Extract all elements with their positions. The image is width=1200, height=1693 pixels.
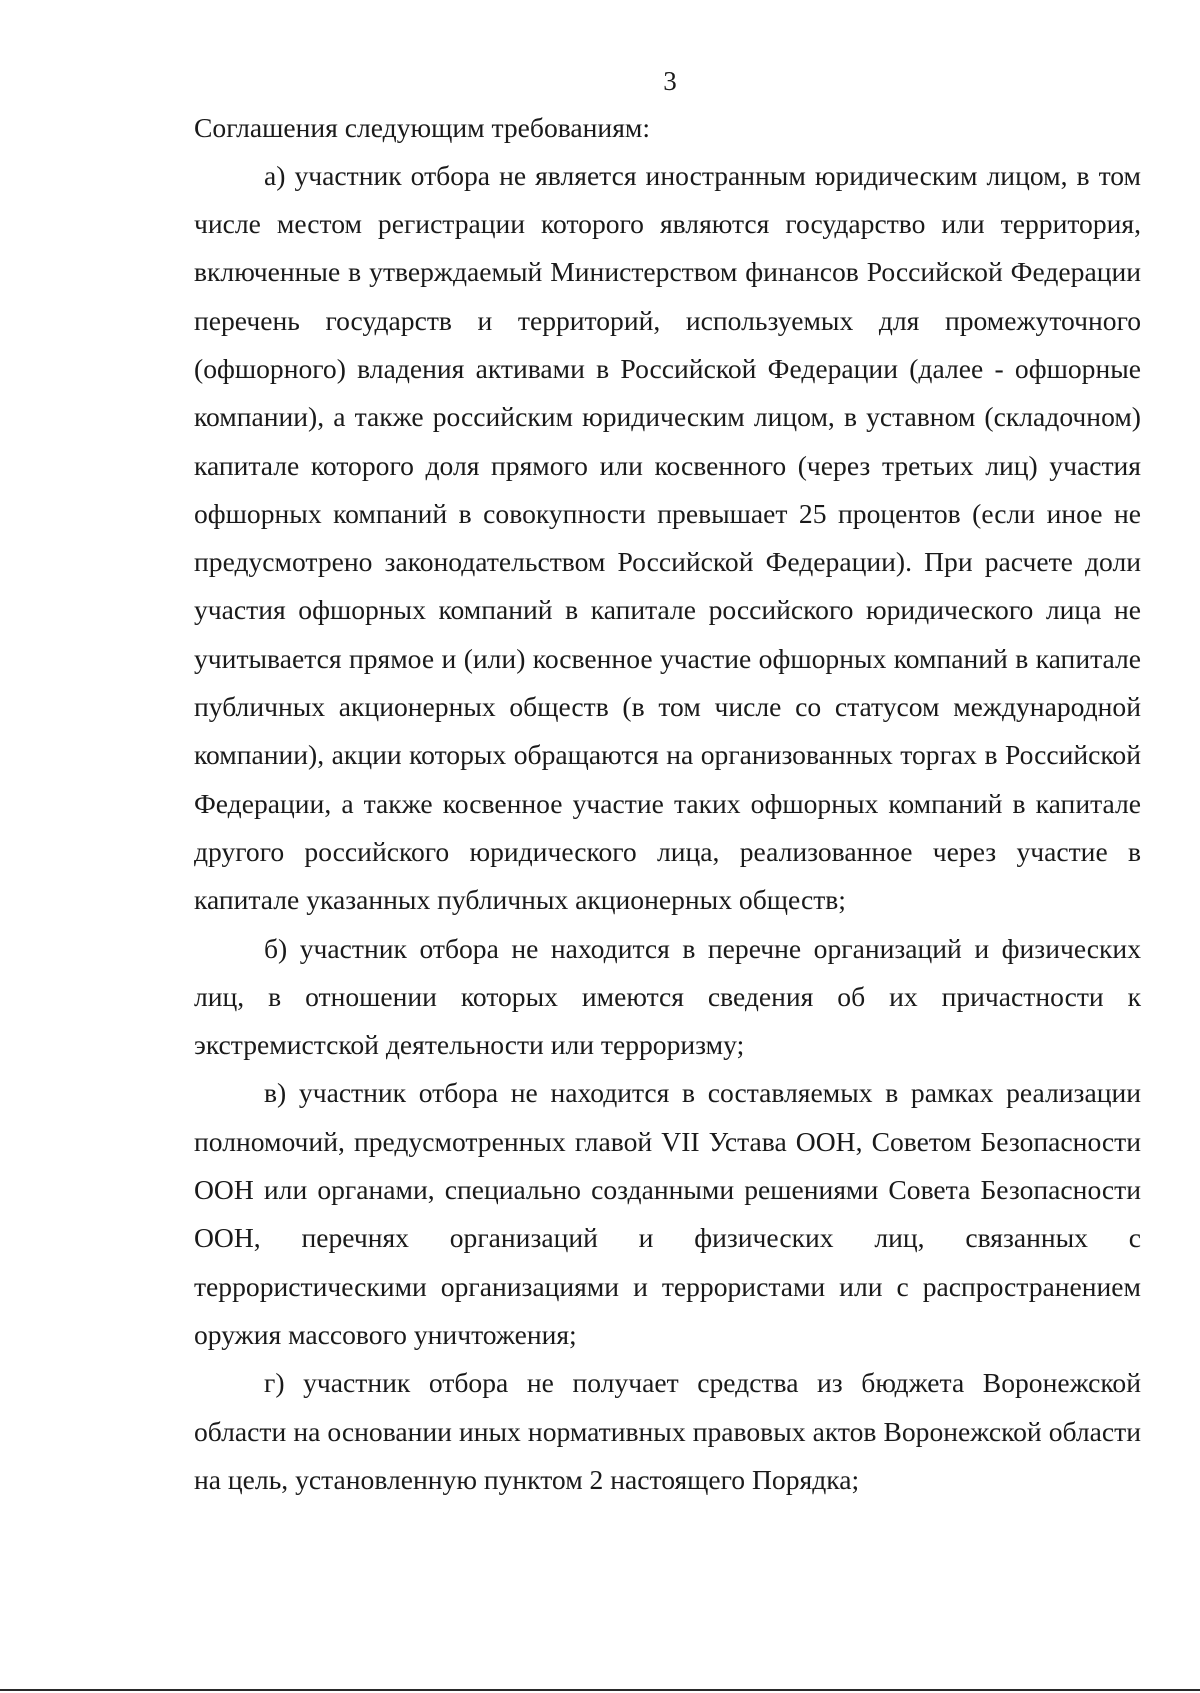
paragraph-item-v: в) участник отбора не находится в составляемых в рамках реализации полномочий, предусмотренных главой VII Устава ООН, Советом Безопасности ООН или органами, специально созданными решениями Совета Безопасности ООН, перечнях организаций и физических лиц, связанных с террористическими организациями и террористами или с распространением оружия массового уничтожения; <box>194 1077 1141 1350</box>
paragraph-item-a: а) участник отбора не является иностранным юридическим лицом, в том числе местом регистрации которого являются государство или территория, включенные в утверждаемый Министерством финансов Российской Федерации перечень государств и территорий, используемых для промежуточного (офшорного) владения активами в Российской Федерации (далее - офшорные компании), а также российским юридическим лицом, в уставном (складочном) капитале которого доля прямого или косвенного (через третьих лиц) участия офшорных компаний в совокупности превышает 25 процентов (если иное не предусмотрено законодательством Российской Федерации). При расчете доли участия офшорных компаний в капитале российского юридического лица не учитывается прямое и (или) косвенное участие офшорных компаний в капитале публичных акционерных обществ (в том числе со статусом международной компании), акции которых обращаются на организованных торгах в Российской Федерации, а также косвенное участие таких офшорных компаний в капитале другого российского юридического лица, реализованное через участие в капитале указанных публичных акционерных обществ; <box>194 159 1141 916</box>
paragraph-item-b: б) участник отбора не находится в перечне организаций и физических лиц, в отношении которых имеются сведения об их причастности к экстремистской деятельности или терроризму; <box>194 932 1141 1061</box>
document-body <box>194 104 1141 1505</box>
paragraph-item-g: г) участник отбора не получает средства из бюджета Воронежской области на основании иных нормативных правовых актов Воронежской области на цель, установленную пунктом 2 настоящего Порядка; <box>194 1367 1141 1495</box>
bottom-divider <box>0 1689 1200 1691</box>
paragraph-intro: Соглашения следующим требованиям: <box>194 111 651 143</box>
page-number: 3 <box>663 66 677 96</box>
